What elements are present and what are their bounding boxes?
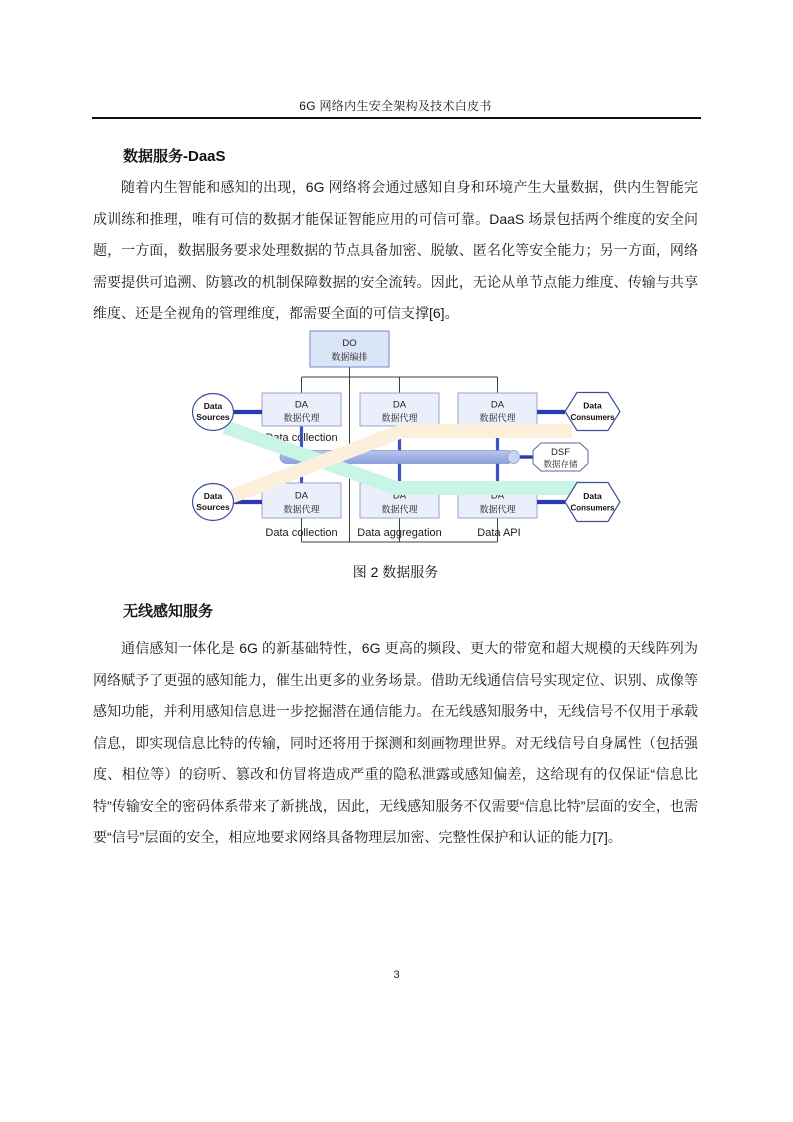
data-consumers-label: Consumers	[570, 503, 615, 513]
da-abbr: DA	[392, 490, 407, 502]
do-box-abbr: DO	[342, 338, 357, 349]
data-sources-label: Sources	[196, 412, 230, 422]
data-consumers-label: Data	[583, 491, 602, 501]
data-sources-label: Data	[203, 401, 223, 411]
data-sources-label: Sources	[196, 502, 230, 512]
pipe-end-cap	[508, 450, 520, 463]
da-box-top-2	[360, 393, 439, 426]
data-sources-bottom	[193, 484, 234, 521]
data-consumers-label: Consumers	[570, 413, 615, 422]
stage-label-collection: Data collection	[265, 527, 338, 539]
data-sources-label: Data	[203, 491, 223, 501]
do-box	[310, 331, 389, 367]
da-abbr: DA	[490, 490, 505, 502]
da-name: 数据代理	[479, 413, 516, 423]
document-header-title: 6G 网络内生安全架构及技术白皮书	[299, 99, 492, 113]
stage-label-top-collection: Data collection	[265, 432, 338, 444]
dsf-abbr: DSF	[551, 447, 570, 458]
data-consumers-bottom	[565, 483, 620, 522]
paragraph-wireless-sensing: 通信感知一体化是 6G 的新基础特性，6G 更高的频段、更大的带宽和超大规模的天线阵列为网络赋予了更强的感知能力，催生出更多的业务场景。借助无线通信信号实现定位、识别、成像等感知功能，并利用感知信息进一步挖掘潜在通信能力。在无线感知服务中，无线信号不仅用于承载信息，即实现信息比特的传输，同时还将用于探测和刻画物理世界。对无线信号自身属性（包括强度、相位等）的窃听、篡改和仿冒将造成严重的隐私泄露或感知偏差，这给现有的仅保证“信息比特”传输安全的密码体系带来了新挑战，因此，无线感知服务不仅需要“信息比特”层面的安全，也需要“信号”层面的安全，相应地要求网络具备物理层加密、完整性保护和认证的能力[7]。	[93, 640, 698, 845]
paragraph-daas: 随着内生智能和感知的出现，6G 网络将会通过感知自身和环境产生大量数据，供内生智能完成训练和推理，唯有可信的数据才能保证智能应用的可信可靠。DaaS 场景包括两个维度的安全问题，一方面，数据服务要求处理数据的节点具备加密、脱敏、匿名化等安全能力；另一方面，网络需要提供可追溯、防篡改的机制保障数据的安全流转。因此，无论从单节点能力维度、传输与共享维度、还是全视角的管理维度，都需要全面的可信支撑[6]。	[93, 179, 698, 321]
da-abbr: DA	[294, 399, 309, 411]
data-consumers-top	[565, 393, 620, 431]
data-consumers-label: Data	[583, 400, 602, 411]
da-box-bottom-1	[262, 483, 341, 518]
da-name: 数据代理	[381, 413, 418, 423]
da-name: 数据代理	[283, 413, 320, 423]
dsf-box	[533, 443, 588, 471]
da-box-top-1	[262, 393, 341, 426]
stage-label-api: Data API	[477, 527, 521, 539]
dsf-name: 数据存储	[543, 459, 578, 469]
da-name: 数据代理	[381, 504, 418, 515]
section-heading-wireless-sensing: 无线感知服务	[123, 603, 214, 620]
da-abbr: DA	[490, 399, 505, 411]
da-abbr: DA	[392, 399, 407, 411]
da-abbr: DA	[294, 490, 309, 502]
figure-2-diagram	[180, 330, 650, 565]
figure-caption: 图 2 数据服务	[352, 564, 439, 580]
page-number: 3	[393, 969, 400, 981]
stage-label-aggregation: Data aggregation	[357, 527, 442, 539]
header-rule	[92, 117, 701, 119]
da-name: 数据代理	[479, 504, 516, 515]
data-sources-top	[193, 394, 234, 431]
da-box-top-3	[458, 393, 537, 426]
section-heading-daas: 数据服务-DaaS	[123, 148, 226, 165]
da-name: 数据代理	[283, 504, 320, 515]
do-box-name: 数据编排	[331, 352, 368, 362]
